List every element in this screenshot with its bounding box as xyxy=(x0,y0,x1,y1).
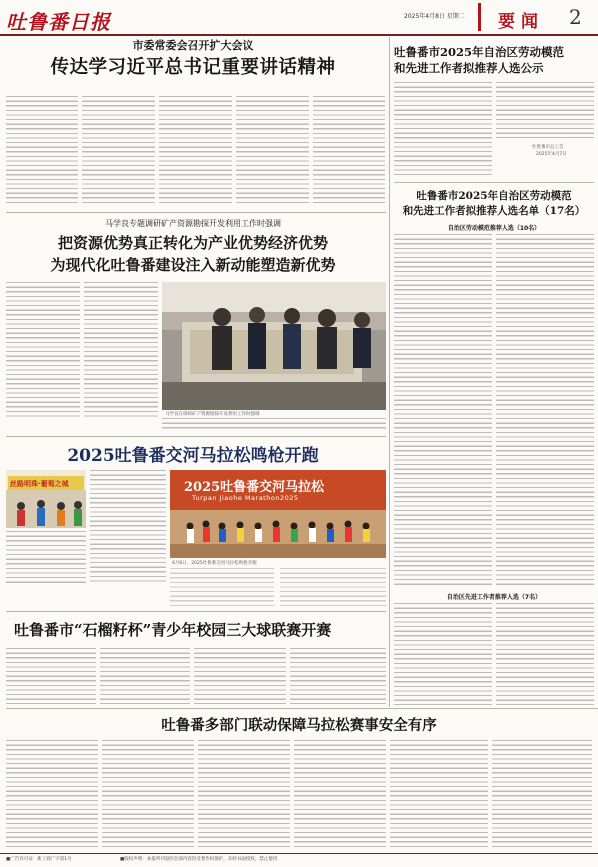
investment-photo-caption: 马学良在调研矿产资源勘探开发利用工作时强调 xyxy=(165,412,260,417)
investment-photo xyxy=(162,282,386,410)
safety-body-col5 xyxy=(390,740,488,850)
meeting-body-col1 xyxy=(6,96,78,206)
safety-body-col6 xyxy=(492,740,592,850)
footer-license: ■广告许可证：新工商广字第1号 xyxy=(6,857,72,862)
divider xyxy=(6,436,386,437)
section-title: 要闻 xyxy=(498,12,544,32)
notice-headline-1: 吐鲁番市2025年自治区劳动模范 xyxy=(394,45,565,59)
investment-photo-scene xyxy=(162,282,386,410)
newspaper-logo: 吐鲁番日报 xyxy=(6,10,111,34)
meeting-body-col4 xyxy=(236,96,309,206)
safety-body-col1 xyxy=(6,740,98,850)
page-number: 2 xyxy=(569,5,582,29)
notice-body-col2 xyxy=(496,82,594,138)
nominees-list-col2 xyxy=(496,234,594,588)
marathon-body-col4 xyxy=(280,568,386,606)
meeting-kicker: 市委常委会召开扩大会议 xyxy=(132,39,254,52)
safety-body-col3 xyxy=(198,740,290,850)
nominees-subhead-workers: 自治区先进工作者推荐人选（7名） xyxy=(446,594,542,601)
marathon-headline: 2025吐鲁番交河马拉松鸣枪开跑 xyxy=(67,446,319,466)
meeting-body-col5 xyxy=(313,96,385,206)
masthead xyxy=(0,0,598,36)
marathon-body-col3 xyxy=(170,568,274,606)
footer-copyright: ■版权声明：本报所刊登的全部内容均受著作权保护，未经书面授权，禁止使用 xyxy=(120,857,278,862)
investment-headline-1: 把资源优势真正转化为产业优势经济优势 xyxy=(57,234,328,252)
nominees-subhead-models: 自治区劳动模范推荐人选（10名） xyxy=(447,225,541,232)
divider xyxy=(6,611,386,612)
nominees-headline-1: 吐鲁番市2025年自治区劳动模范 xyxy=(416,190,572,202)
marathon-photo-main xyxy=(170,470,386,558)
workers-list-col1 xyxy=(394,603,492,705)
investment-body-col3 xyxy=(162,418,386,430)
safety-headline: 吐鲁番多部门联动保障马拉松赛事安全有序 xyxy=(161,717,437,734)
footer-rule xyxy=(0,853,598,854)
column-divider xyxy=(389,37,390,707)
marathon-body-col2 xyxy=(90,470,166,585)
meeting-headline: 传达学习近平总书记重要讲话精神 xyxy=(50,57,336,78)
nominees-list-col1 xyxy=(394,234,492,588)
investment-kicker: 马学良专题调研矿产资源勘探开发利用工作时强调 xyxy=(105,219,281,228)
investment-body-col2 xyxy=(84,282,158,418)
safety-body-col2 xyxy=(102,740,194,850)
cup-headline: 吐鲁番市“石榴籽杯”青少年校园三大球联赛开赛 xyxy=(14,621,332,639)
notice-signature-org: 吐鲁番市总工会 xyxy=(532,145,564,150)
divider xyxy=(6,708,598,709)
marathon-photo-left xyxy=(6,470,86,528)
divider xyxy=(6,212,386,213)
cup-body-col2 xyxy=(100,648,190,704)
cup-body-col3 xyxy=(194,648,286,704)
meeting-body-col2 xyxy=(82,96,155,206)
notice-body-col1 xyxy=(394,82,492,178)
marathon-body-col1 xyxy=(6,531,86,585)
cup-body-col4 xyxy=(290,648,386,704)
safety-body-col4 xyxy=(294,740,386,850)
notice-signature-date: 2025年4月7日 xyxy=(536,152,567,157)
meeting-body-col3 xyxy=(159,96,232,206)
investment-body-col1 xyxy=(6,282,80,418)
notice-headline-2: 和先进工作者拟推荐人选公示 xyxy=(394,61,544,75)
investment-headline-2: 为现代化吐鲁番建设注入新动能塑造新优势 xyxy=(50,256,336,274)
marathon-photo-subtitle: Turpan Jiaohe Marathon2025 xyxy=(192,494,299,502)
divider xyxy=(394,182,594,183)
marathon-banner-text: 丝路明珠·葡萄之城 xyxy=(10,480,69,488)
cup-body-col1 xyxy=(6,648,96,704)
marathon-photo-caption: 4月6日，2025吐鲁番交河马拉松鸣枪开跑 xyxy=(172,561,257,566)
workers-list-col2 xyxy=(496,603,594,705)
marathon-photo-title: 2025吐鲁番交河马拉松 xyxy=(184,480,325,495)
nominees-headline-2: 和先进工作者拟推荐人选名单（17名） xyxy=(402,205,586,217)
masthead-rule xyxy=(0,34,598,36)
issue-date: 2025年4月8日 星期二 xyxy=(404,13,465,20)
